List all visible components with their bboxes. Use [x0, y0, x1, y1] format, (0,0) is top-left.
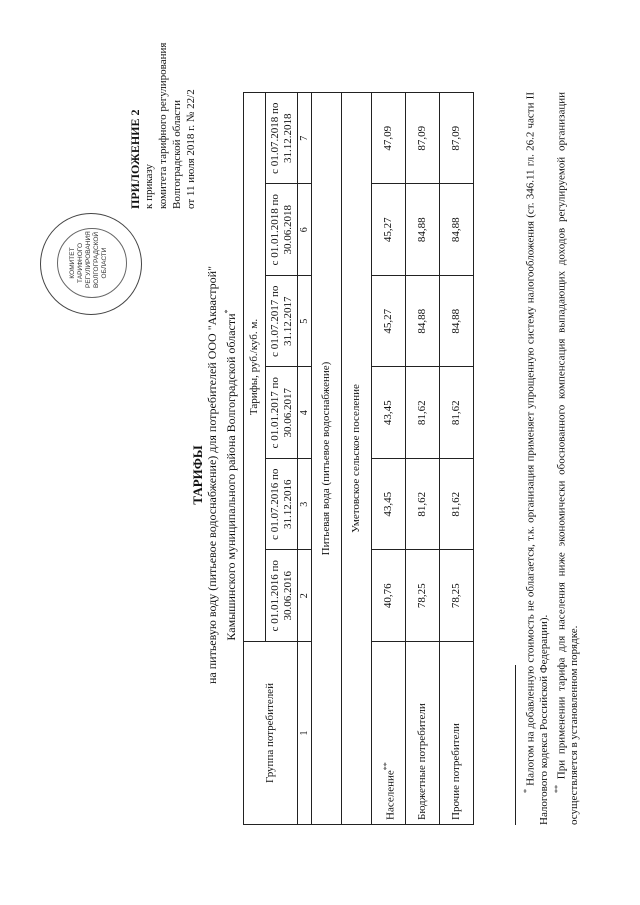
row-name: Бюджетные потребители: [406, 642, 440, 825]
row-value: 84,88: [406, 276, 440, 368]
footnote-mark: *: [223, 309, 232, 314]
period-header: с 01.01.2016 по 30.06.2016: [266, 550, 298, 642]
section-row: Питьевая вода (питьевое водоснабжение): [312, 93, 342, 825]
table-row: [406, 93, 440, 825]
footnote-2: ** При применении тарифа для населения ниже экономически обоснованного компенсация выпадающих доходов регулируемой организации осуществляется в установленном порядке.: [552, 92, 581, 825]
row-value: 81,62: [440, 459, 474, 551]
row-value: 45,27: [372, 276, 406, 368]
subsection-row: Уметовское сельское поселение: [342, 93, 372, 825]
row-value: 87,09: [406, 93, 440, 185]
column-number: 6: [298, 184, 312, 276]
footnote-1: * Налогом на добавленную стоимость не облагается, т.к. организация применяет упрощенную систему налогообложения (ст. 346.11 гл. 26.2 части II Налогового кодекса Российской Федерации).: [522, 92, 550, 825]
row-value: 84,88: [406, 184, 440, 276]
row-value: 78,25: [406, 550, 440, 642]
row-value: 47,09: [372, 93, 406, 185]
appendix-line: комитета тарифного регулирования: [157, 42, 169, 209]
official-seal: [40, 213, 142, 315]
period-header: с 01.07.2018 по 31.12.2018: [266, 93, 298, 185]
row-value: 81,62: [406, 367, 440, 459]
column-number: 5: [298, 276, 312, 368]
heading-line: Камышинского муниципального района Волгоградской области*: [223, 309, 238, 641]
appendix-line: Волгоградской области: [171, 100, 183, 209]
row-value: 78,25: [440, 550, 474, 642]
row-value: 87,09: [440, 93, 474, 185]
row-value: 43,45: [372, 459, 406, 551]
footnote-rule: [515, 665, 516, 825]
group-header: Группа потребителей: [244, 642, 298, 825]
column-number: 1: [298, 642, 312, 825]
table-row: [440, 93, 474, 825]
footnote-mark: **: [381, 762, 391, 771]
column-number: 3: [298, 459, 312, 551]
row-name: Прочие потребители: [440, 642, 474, 825]
row-value: 84,88: [440, 184, 474, 276]
row-value: 40,76: [372, 550, 406, 642]
row-value: 43,45: [372, 367, 406, 459]
row-value: 81,62: [440, 367, 474, 459]
tariff-table: [243, 92, 474, 825]
row-value: 84,88: [440, 276, 474, 368]
document-title: ТАРИФЫ: [190, 445, 205, 505]
column-number: 4: [298, 367, 312, 459]
footnote-mark: *: [522, 789, 531, 793]
period-header: с 01.01.2018 по 30.06.2018: [266, 184, 298, 276]
footnotes: [520, 92, 581, 825]
appendix-line: от 11 июля 2018 г. № 22/2: [185, 89, 197, 209]
row-value: 81,62: [406, 459, 440, 551]
tariff-header: Тарифы, руб./куб. м.: [244, 93, 266, 642]
heading-line: на питьевую воду (питьевое водоснабжение) для потребителей ООО "Акваcтрой": [205, 266, 219, 684]
footnote-mark: **: [552, 785, 562, 793]
row-name: Население**: [372, 642, 406, 825]
appendix-block: [128, 43, 198, 209]
row-value: 45,27: [372, 184, 406, 276]
period-header: с 01.01.2017 по 30.06.2017: [266, 367, 298, 459]
column-number: 2: [298, 550, 312, 642]
appendix-line: к приказу: [143, 163, 155, 209]
table-row: [372, 93, 406, 825]
column-number: 7: [298, 93, 312, 185]
document-heading: [190, 125, 239, 825]
seal-text: КОМИТЕТ ТАРИФНОГО РЕГУЛИРОВАНИЯ ВОЛГОГРАДСКОЙ ОБЛАСТИ: [69, 231, 108, 288]
period-header: с 01.07.2016 по 31.12.2016: [266, 459, 298, 551]
period-header: с 01.07.2017 по 31.12.2017: [266, 276, 298, 368]
appendix-title: ПРИЛОЖЕНИЕ 2: [128, 109, 142, 209]
